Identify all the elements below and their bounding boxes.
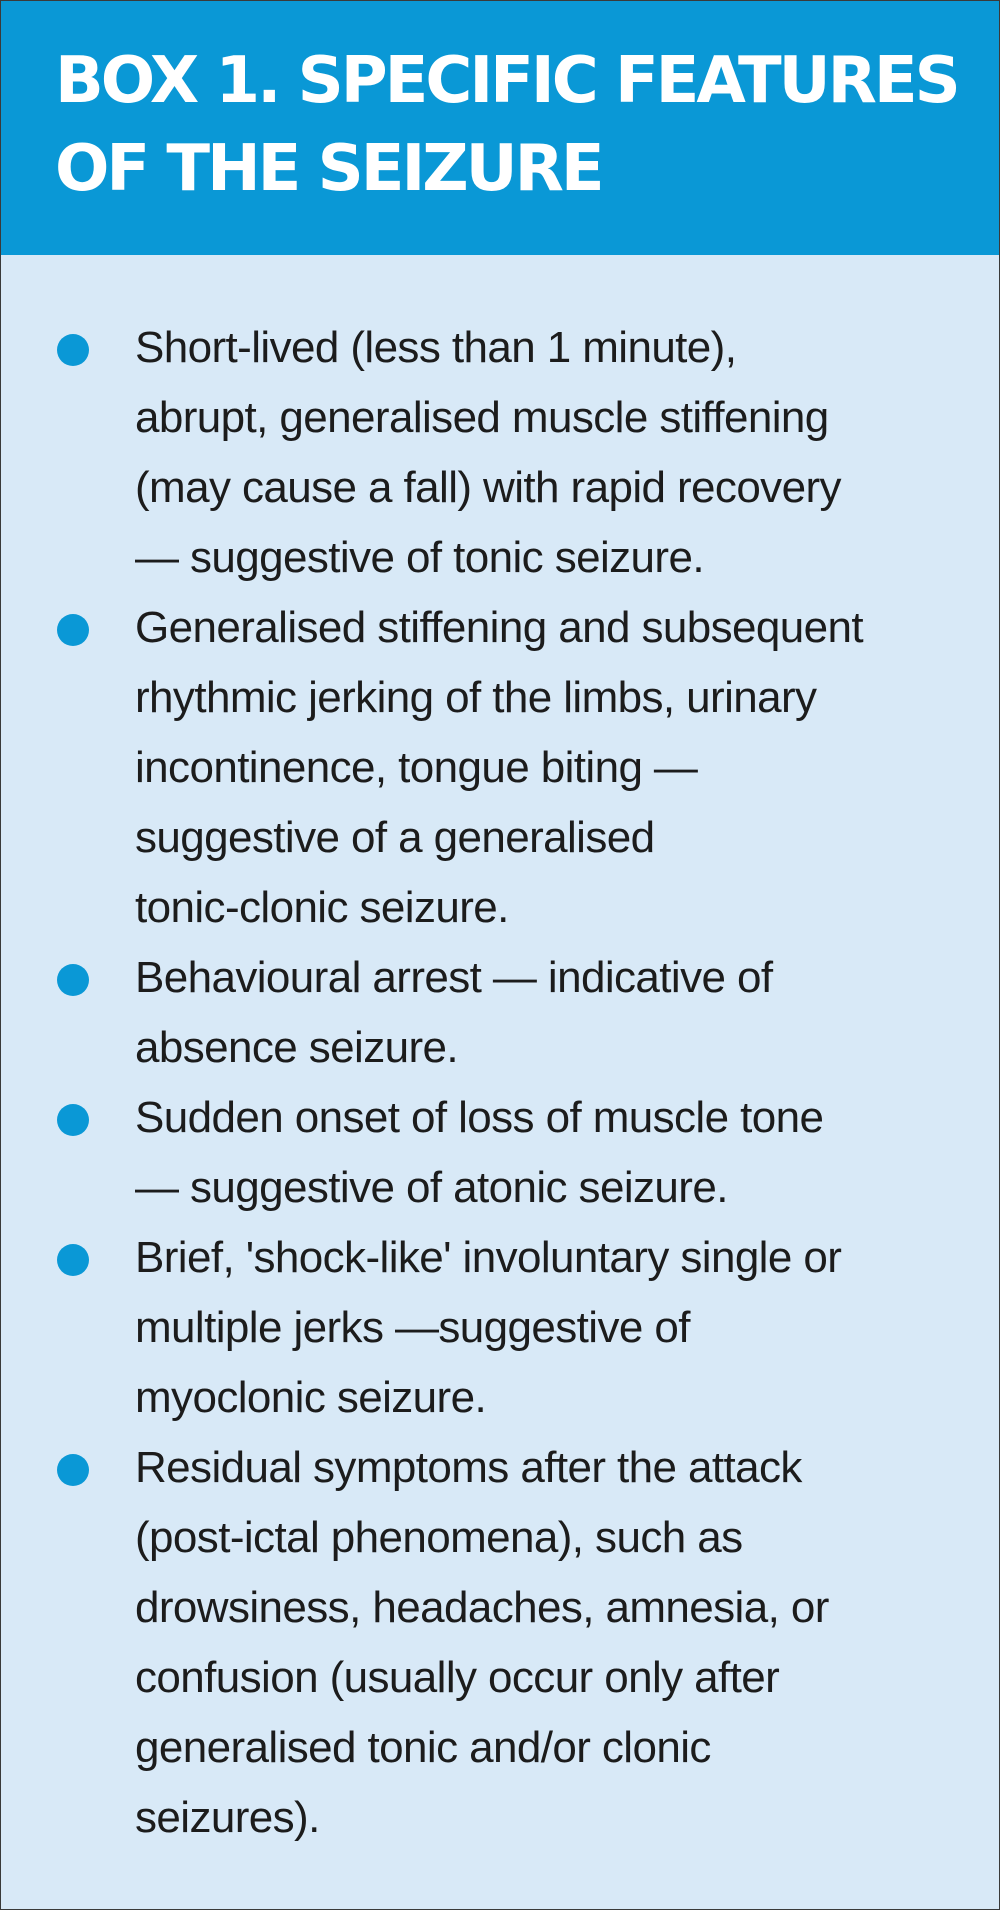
list-item-line: rhythmic jerking of the limbs, urinary: [135, 673, 817, 722]
list-item-line: Brief, 'shock-like' involuntary single or: [135, 1233, 842, 1282]
list-item-line: generalised tonic and/or clonic: [135, 1723, 711, 1772]
list-item: [1, 1083, 999, 1223]
list-item-line: tonic-clonic seizure.: [135, 883, 509, 932]
list-item: [1, 1223, 999, 1433]
bullet-icon: [57, 334, 89, 366]
list-item-line: absence seizure.: [135, 1023, 459, 1072]
list-item-line: confusion (usually occur only after: [135, 1653, 780, 1702]
list-item-line: — suggestive of atonic seizure.: [135, 1163, 728, 1212]
list-item-line: suggestive of a generalised: [135, 813, 655, 862]
list-item-line: multiple jerks —suggestive of: [135, 1303, 690, 1352]
list-item-line: abrupt, generalised muscle stiffening: [135, 393, 829, 442]
bullet-icon: [57, 1104, 89, 1136]
list-item: [1, 943, 999, 1083]
bullet-icon: [57, 964, 89, 996]
list-item-line: — suggestive of tonic seizure.: [135, 533, 704, 582]
list-item: [1, 313, 999, 593]
list-item-line: Sudden onset of loss of muscle tone: [135, 1093, 824, 1142]
list-item: [1, 593, 999, 943]
bullet-icon: [57, 614, 89, 646]
list-item-line: Generalised stiffening and subsequent: [135, 603, 863, 652]
box-header: [1, 1, 999, 255]
list-item-line: drowsiness, headaches, amnesia, or: [135, 1583, 829, 1632]
bullet-icon: [57, 1244, 89, 1276]
box-title: [55, 37, 959, 213]
box-title-line-2: OF THE SEIZURE: [55, 132, 602, 206]
feature-list: [1, 313, 999, 1853]
bullet-icon: [57, 1454, 89, 1486]
list-item-line: incontinence, tongue biting —: [135, 743, 698, 792]
list-item-line: Short-lived (less than 1 minute),: [135, 323, 737, 372]
box-title-line-1: BOX 1. SPECIFIC FEATURES: [55, 44, 958, 118]
list-item-line: Residual symptoms after the attack: [135, 1443, 802, 1492]
list-item: [1, 1433, 999, 1853]
list-item-line: seizures).: [135, 1793, 320, 1842]
list-item-line: myoclonic seizure.: [135, 1373, 487, 1422]
list-item-line: Behavioural arrest — indicative of: [135, 953, 773, 1002]
list-item-line: (may cause a fall) with rapid recovery: [135, 463, 841, 512]
list-item-line: (post-ictal phenomena), such as: [135, 1513, 743, 1562]
